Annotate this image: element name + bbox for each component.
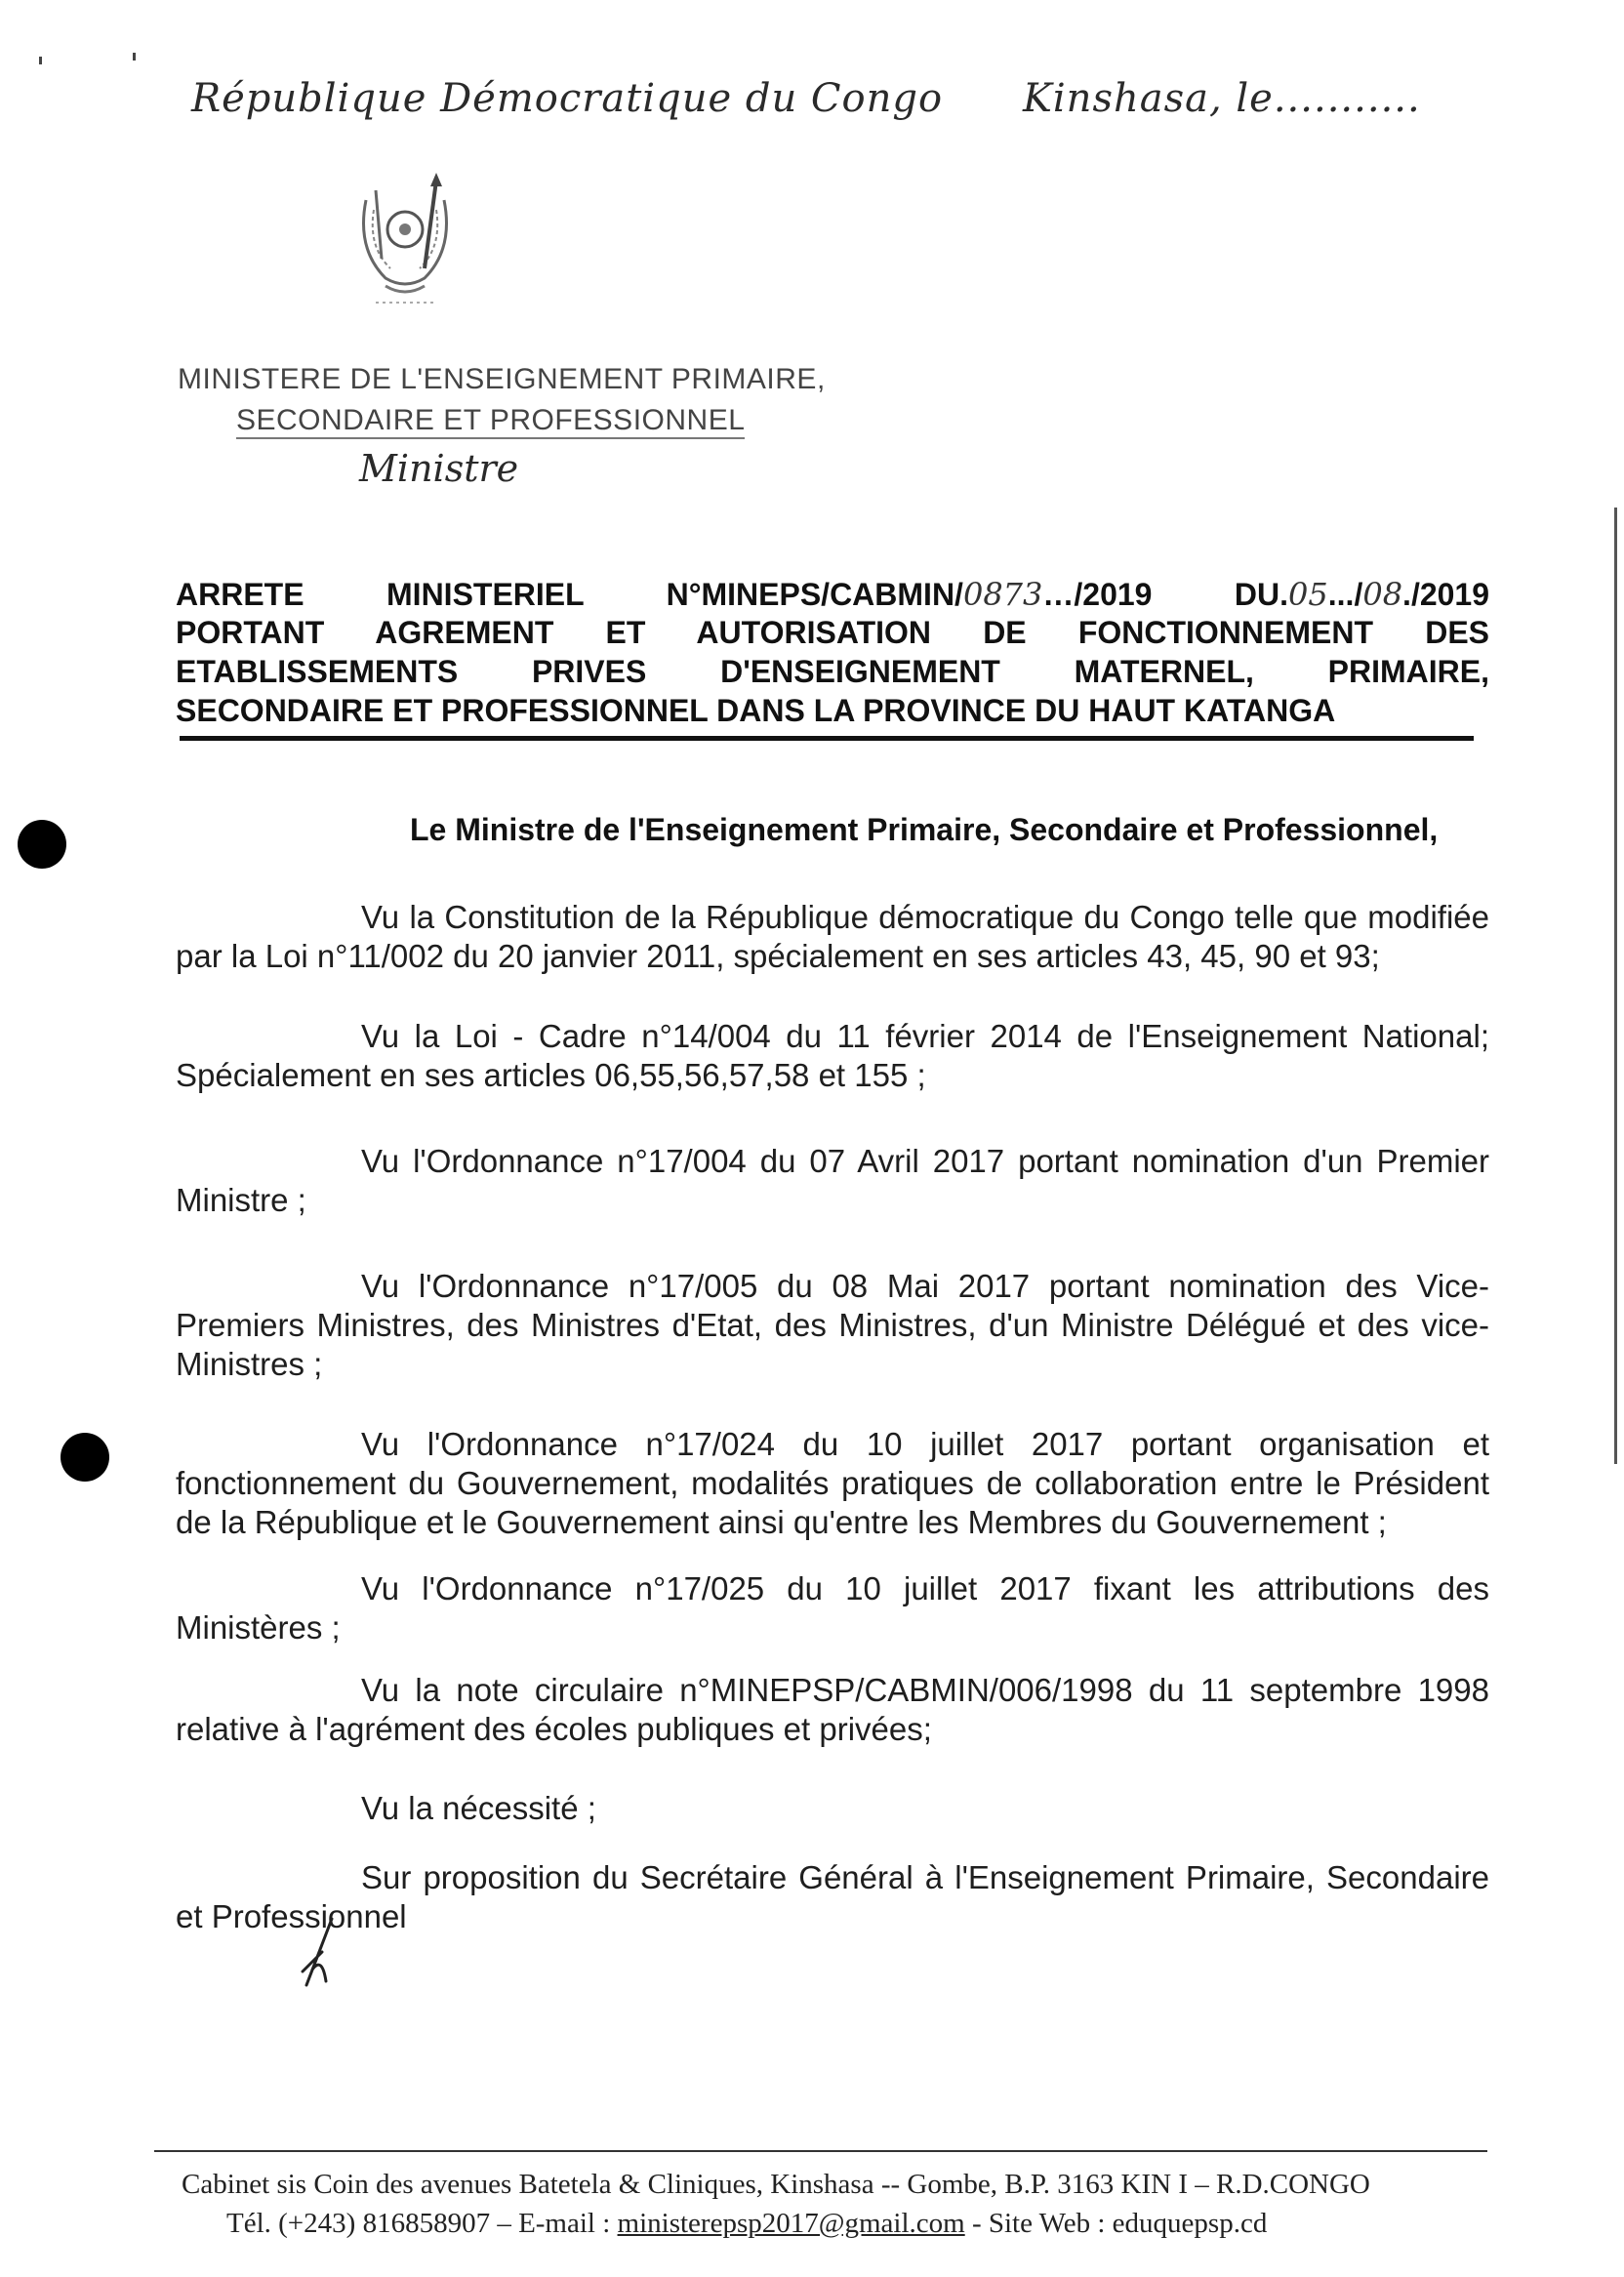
decree-title-line4: SECONDAIRE ET PROFESSIONNEL DANS LA PROVINCE DU HAUT KATANGA — [176, 693, 1336, 728]
decree-title-line1: ARRETE MINISTERIEL N°MINEPS/CABMIN/0873…/2019 DU.05.../08./2019 — [176, 576, 1490, 613]
title-underline — [180, 736, 1474, 741]
punch-hole-mark — [61, 1433, 109, 1482]
ministry-name-line2: SECONDAIRE ET PROFESSIONNEL — [236, 404, 745, 439]
recital-paragraph: Sur proposition du Secrétaire Général à l'Enseignement Primaire, Secondaire et Professionnel — [176, 1859, 1489, 1934]
recital-paragraph: Vu l'Ordonnance n°17/024 du 10 juillet 2017 portant organisation et fonctionnement du Gouvernement, modalités pratiques de collaboration entre le Président de la République et le Gouvernement ainsi qu'entre les Membres du Gouvernement ; — [176, 1426, 1489, 1540]
decree-title-line3: ETABLISSEMENTS PRIVES D'ENSEIGNEMENT MATERNEL, PRIMAIRE, — [176, 654, 1489, 689]
minister-title: Ministre — [359, 447, 519, 490]
recital-paragraph: Vu la Loi - Cadre n°14/004 du 11 février 2014 de l'Enseignement National; Spécialement en ses articles 06,55,56,57,58 et 155 ; — [176, 1018, 1489, 1093]
recital-paragraph: Vu la nécessité ; — [361, 1790, 596, 1826]
decree-day-handwritten: 05 — [1288, 576, 1328, 613]
recital-paragraph: Vu l'Ordonnance n°17/005 du 08 Mai 2017 portant nomination des Vice-Premiers Ministres, des Ministres d'Etat, des Ministres, d'un Ministre Délégué et des vice-Ministres ; — [176, 1268, 1489, 1382]
recital-paragraph: Vu l'Ordonnance n°17/004 du 07 Avril 2017 portant nomination d'un Premier Ministre ; — [176, 1143, 1489, 1218]
decree-title-line2: PORTANT AGREMENT ET AUTORISATION DE FONCTIONNEMENT DES — [176, 615, 1489, 650]
scan-mark — [39, 57, 42, 64]
footer-contact: Tél. (+243) 816858907 – E-mail : ministerepsp2017@gmail.com - Site Web : eduquepsp.cd — [226, 2208, 1268, 2239]
handwritten-initial-mark — [293, 1913, 351, 1991]
minister-preamble: Le Ministre de l'Enseignement Primaire, Secondaire et Professionnel, — [410, 812, 1439, 847]
footer-divider — [154, 2150, 1487, 2152]
ministry-name-line1: MINISTERE DE L'ENSEIGNEMENT PRIMAIRE, — [178, 363, 826, 395]
scan-edge-line — [1614, 508, 1617, 1464]
decree-number-handwritten: 0873 — [962, 576, 1043, 613]
place-date: Kinshasa, le........... — [1023, 76, 1421, 121]
republic-heading: République Démocratique du Congo — [191, 76, 944, 121]
footer-email-link[interactable]: ministerepsp2017@gmail.com — [617, 2208, 965, 2239]
coat-of-arms-emblem — [346, 161, 464, 307]
decree-month-handwritten: 08 — [1362, 576, 1403, 613]
punch-hole-mark — [18, 820, 66, 869]
scan-mark — [133, 53, 136, 61]
recital-paragraph: Vu la note circulaire n°MINEPSP/CABMIN/006/1998 du 11 septembre 1998 relative à l'agrément des écoles publiques et privées; — [176, 1672, 1489, 1747]
recital-paragraph: Vu l'Ordonnance n°17/025 du 10 juillet 2017 fixant les attributions des Ministères ; — [176, 1570, 1489, 1646]
footer-address: Cabinet sis Coin des avenues Batetela & Cliniques, Kinshasa -- Gombe, B.P. 3163 KIN I – R.D.CONGO — [182, 2169, 1370, 2200]
recital-paragraph: Vu la Constitution de la République démocratique du Congo telle que modifiée par la Loi n°11/002 du 20 janvier 2011, spécialement en ses articles 43, 45, 90 et 93; — [176, 899, 1489, 974]
